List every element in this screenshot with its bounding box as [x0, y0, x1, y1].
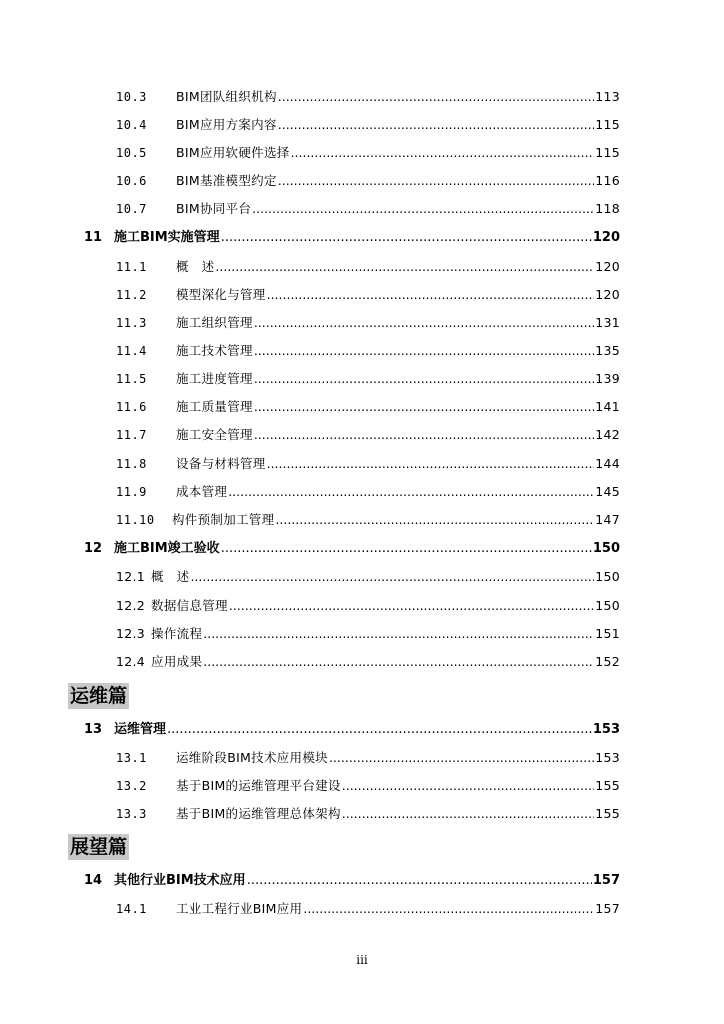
toc-entry-page: 147	[595, 512, 620, 527]
toc-chapter-title: 施工BIM实施管理	[114, 230, 220, 245]
toc-entry[interactable]	[116, 898, 620, 920]
toc-entry[interactable]	[116, 142, 620, 164]
leader-dots	[278, 114, 594, 136]
toc-entry-page: 131	[595, 315, 620, 330]
toc-entry-number: 10.5	[116, 146, 147, 160]
toc-entry-title: 基于BIM的运维管理平台建设	[176, 778, 341, 793]
toc-entry[interactable]	[116, 623, 620, 645]
leader-dots	[267, 284, 595, 306]
toc-entry-title: 数据信息管理	[151, 598, 228, 613]
toc-entry[interactable]	[116, 284, 620, 306]
toc-entry-page: 135	[595, 343, 620, 358]
leader-dots	[254, 312, 594, 334]
toc-entry-page: 142	[595, 427, 620, 442]
toc-entry[interactable]	[116, 86, 620, 108]
toc-entry-number: 11.1	[116, 260, 147, 274]
toc-entry-title: 设备与材料管理	[176, 456, 266, 471]
toc-entry[interactable]	[116, 198, 620, 220]
toc-chapter-page: 157	[592, 873, 620, 888]
toc-entry[interactable]	[116, 424, 620, 446]
leader-dots	[203, 623, 594, 645]
toc-entry-number: 11.9	[116, 485, 147, 499]
toc-entry[interactable]	[116, 747, 620, 769]
toc-entry-title: 成本管理	[176, 484, 228, 499]
toc-entry-title: BIM应用软硬件选择	[176, 145, 290, 160]
toc-entry[interactable]	[116, 340, 620, 362]
toc-entry[interactable]	[116, 368, 620, 390]
leader-dots	[342, 803, 594, 825]
leader-dots	[342, 775, 594, 797]
page-number: iii	[356, 953, 368, 967]
toc-entry-number: 10.6	[116, 174, 147, 188]
toc-entry-page: 150	[595, 569, 620, 584]
leader-dots	[254, 340, 594, 362]
toc-entry-page: 120	[595, 287, 620, 302]
toc-entry[interactable]	[116, 595, 620, 617]
toc-entry-title: 施工安全管理	[176, 427, 253, 442]
leader-dots	[215, 256, 594, 278]
toc-entry-title: BIM基准模型约定	[176, 173, 277, 188]
toc-entry-title: 施工技术管理	[176, 343, 253, 358]
toc-entry-number: 10.3	[116, 90, 147, 104]
toc-entry-page: 151	[595, 626, 620, 641]
toc-entry-number: 11.10	[116, 513, 155, 527]
toc-entry-number: 11.5	[116, 372, 147, 386]
toc-entry-number: 14.1	[116, 902, 147, 916]
toc-entry[interactable]	[116, 256, 620, 278]
toc-entry-title: 运维阶段BIM技术应用模块	[176, 750, 328, 765]
leader-dots	[275, 509, 594, 531]
toc-entry-page: 120	[595, 259, 620, 274]
toc-entry[interactable]	[116, 651, 620, 673]
toc-entry-page: 150	[595, 598, 620, 613]
toc-chapter-number: 12	[84, 541, 103, 556]
toc-chapter-title: 施工BIM竣工验收	[114, 541, 220, 556]
leader-dots	[291, 142, 595, 164]
toc-entry[interactable]	[116, 566, 620, 588]
toc-chapter-number: 14	[84, 873, 103, 888]
toc-entry-page: 139	[595, 371, 620, 386]
toc-entry-title: 应用成果	[151, 654, 203, 669]
leader-dots	[303, 898, 594, 920]
toc-entry[interactable]	[116, 312, 620, 334]
toc-entry-title: 工业工程行业BIM应用	[176, 901, 303, 916]
toc-chapter-page: 150	[592, 541, 620, 556]
toc-entry[interactable]	[116, 396, 620, 418]
toc-entry-page: 144	[595, 456, 620, 471]
toc-entry-number: 11.6	[116, 400, 147, 414]
leader-dots	[228, 481, 594, 503]
toc-entry-title: 模型深化与管理	[176, 287, 266, 302]
toc-entry-page: 157	[595, 901, 620, 916]
toc-entry-page: 116	[595, 173, 620, 188]
toc-chapter-page: 120	[592, 230, 620, 245]
toc-entry-number: 13.1	[116, 751, 147, 765]
toc-entry-number: 11.4	[116, 344, 147, 358]
toc-entry-number: 13.2	[116, 779, 147, 793]
leader-dots	[190, 566, 594, 588]
toc-entry-title: 基于BIM的运维管理总体架构	[176, 806, 341, 821]
toc-entry-number: 11.7	[116, 428, 147, 442]
toc-entry-page: 115	[595, 117, 620, 132]
toc-entry[interactable]	[116, 481, 620, 503]
toc-chapter-page: 153	[592, 722, 620, 737]
toc-entry-page: 153	[595, 750, 620, 765]
leader-dots	[278, 86, 594, 108]
toc-entry-title: 操作流程	[151, 626, 203, 641]
toc-entry[interactable]	[116, 114, 620, 136]
toc-entry-title: 施工组织管理	[176, 315, 253, 330]
toc-entry-page: 152	[595, 654, 620, 669]
toc-entry-page: 115	[595, 145, 620, 160]
leader-dots	[221, 227, 592, 249]
leader-dots	[167, 719, 592, 741]
toc-entry[interactable]	[116, 170, 620, 192]
toc-entry-title: 概 述	[151, 569, 190, 584]
toc-entry-title: 施工质量管理	[176, 399, 253, 414]
toc-entry-page: 118	[595, 201, 620, 216]
toc-chapter-title: 其他行业BIM技术应用	[114, 873, 246, 888]
toc-entry[interactable]	[116, 453, 620, 475]
toc-entry[interactable]	[116, 509, 620, 531]
toc-entry-number: 12.2	[116, 598, 146, 613]
leader-dots	[329, 747, 594, 769]
section-heading-outlook: 展望篇	[70, 836, 128, 858]
toc-chapter[interactable]	[84, 227, 620, 249]
toc-chapter-number: 11	[84, 230, 103, 245]
toc-entry[interactable]	[116, 803, 620, 825]
toc-entry-title: BIM应用方案内容	[176, 117, 277, 132]
toc-entry-title: 构件预制加工管理	[172, 512, 275, 527]
toc-entry-page: 113	[595, 89, 620, 104]
toc-entry-title: 施工进度管理	[176, 371, 253, 386]
toc-entry-number: 10.7	[116, 202, 147, 216]
toc-entry-page: 155	[595, 778, 620, 793]
toc-entry-title: BIM团队组织机构	[176, 89, 277, 104]
leader-dots	[221, 538, 592, 560]
toc-entry-number: 11.2	[116, 288, 147, 302]
toc-entry-number: 13.3	[116, 807, 147, 821]
section-heading-operations: 运维篇	[70, 685, 128, 707]
toc-entry-number: 12.1	[116, 569, 146, 584]
toc-entry-title: 概 述	[176, 259, 215, 274]
leader-dots	[254, 424, 594, 446]
toc-entry-page: 155	[595, 806, 620, 821]
leader-dots	[254, 396, 594, 418]
toc-chapter[interactable]	[84, 719, 620, 741]
toc-chapter[interactable]	[84, 870, 620, 892]
leader-dots	[203, 651, 594, 673]
toc-entry-number: 12.3	[116, 626, 146, 641]
toc-entry-page: 141	[595, 399, 620, 414]
leader-dots	[252, 198, 594, 220]
toc-chapter-number: 13	[84, 722, 103, 737]
leader-dots	[247, 870, 592, 892]
toc-entry-number: 11.3	[116, 316, 147, 330]
toc-chapter-title: 运维管理	[114, 722, 167, 737]
leader-dots	[267, 453, 595, 475]
leader-dots	[229, 595, 594, 617]
toc-entry-number: 11.8	[116, 457, 147, 471]
toc-entry-page: 145	[595, 484, 620, 499]
toc-entry-number: 10.4	[116, 118, 147, 132]
toc-entry-title: BIM协同平台	[176, 201, 252, 216]
toc-entry[interactable]	[116, 775, 620, 797]
toc-entry-number: 12.4	[116, 654, 146, 669]
leader-dots	[278, 170, 594, 192]
leader-dots	[254, 368, 594, 390]
toc-chapter[interactable]	[84, 538, 620, 560]
